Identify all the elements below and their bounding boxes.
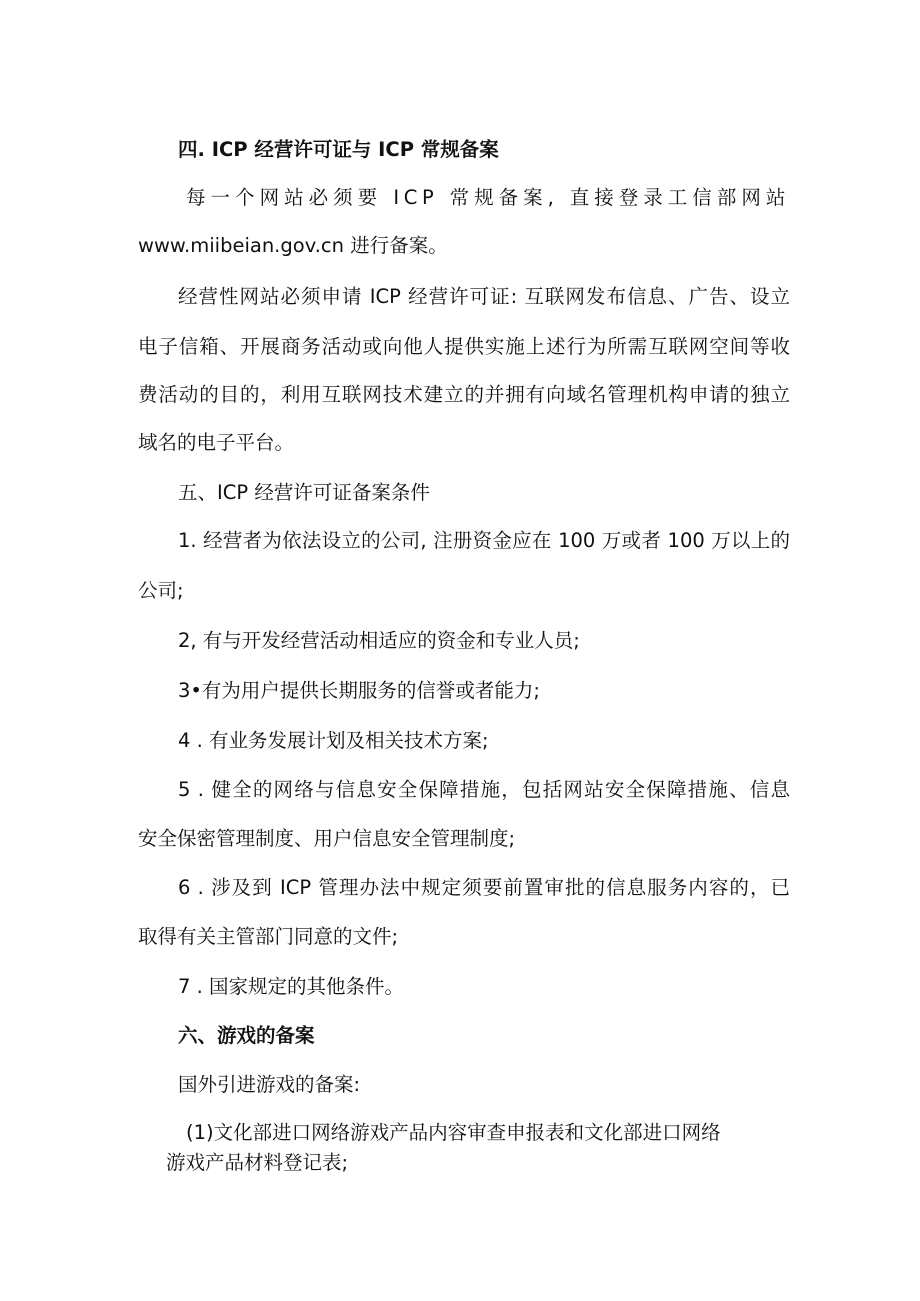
section-4-paragraph-2-line-3: 费活动的目的，利用互联网技术建立的并拥有向域名管理机构申请的独立: [138, 383, 790, 406]
section-5-item-2: 2, 有与开发经营活动相适应的资金和专业人员;: [178, 629, 580, 652]
section-5-heading: 五、ICP 经营许可证备案条件: [178, 481, 430, 504]
section-5-item-5-line-1: 5 . 健全的网络与信息安全保障措施，包括网站安全保障措施、信息: [178, 778, 790, 801]
section-6-heading: 六、游戏的备案: [178, 1024, 315, 1047]
section-4-heading: 四. ICP 经营许可证与 ICP 常规备案: [178, 138, 499, 161]
section-5-item-7: 7 . 国家规定的其他条件。: [178, 975, 405, 998]
section-4-paragraph-2-line-2: 电子信箱、开展商务活动或向他人提供实施上述行为所需互联网空间等收: [138, 335, 790, 358]
section-4-paragraph-1-line-2: www.miibeian.gov.cn 进行备案。: [138, 234, 448, 257]
section-6-intro: 国外引进游戏的备案:: [178, 1073, 361, 1096]
section-5-item-1-line-2: 公司;: [138, 579, 184, 602]
section-4-paragraph-2-line-1: 经营性网站必须申请 ICP 经营许可证: 互联网发布信息、广告、设立: [178, 285, 790, 308]
section-6-item-1-line-1: (1)文化部进口网络游戏产品内容审查申报表和文化部进口网络: [186, 1121, 721, 1144]
section-4-paragraph-1-line-1: 每一个网站必须要 ICP 常规备案, 直接登录工信部网站: [186, 186, 790, 209]
section-4-paragraph-2-line-4: 域名的电子平台。: [138, 431, 295, 454]
section-5-item-6-line-1: 6 . 涉及到 ICP 管理办法中规定须要前置审批的信息服务内容的，已: [178, 876, 790, 899]
section-5-item-4: 4 . 有业务发展计划及相关技术方案;: [178, 729, 489, 752]
section-5-item-6-line-2: 取得有关主管部门同意的文件;: [138, 925, 399, 948]
section-6-item-1-line-2: 游戏产品材料登记表;: [166, 1151, 349, 1174]
section-5-item-3: 3•有为用户提供长期服务的信誉或者能力;: [178, 679, 540, 702]
section-5-item-1-line-1: 1. 经营者为依法设立的公司, 注册资金应在 100 万或者 100 万以上的: [178, 529, 790, 552]
section-5-item-5-line-2: 安全保密管理制度、用户信息安全管理制度;: [138, 827, 516, 850]
